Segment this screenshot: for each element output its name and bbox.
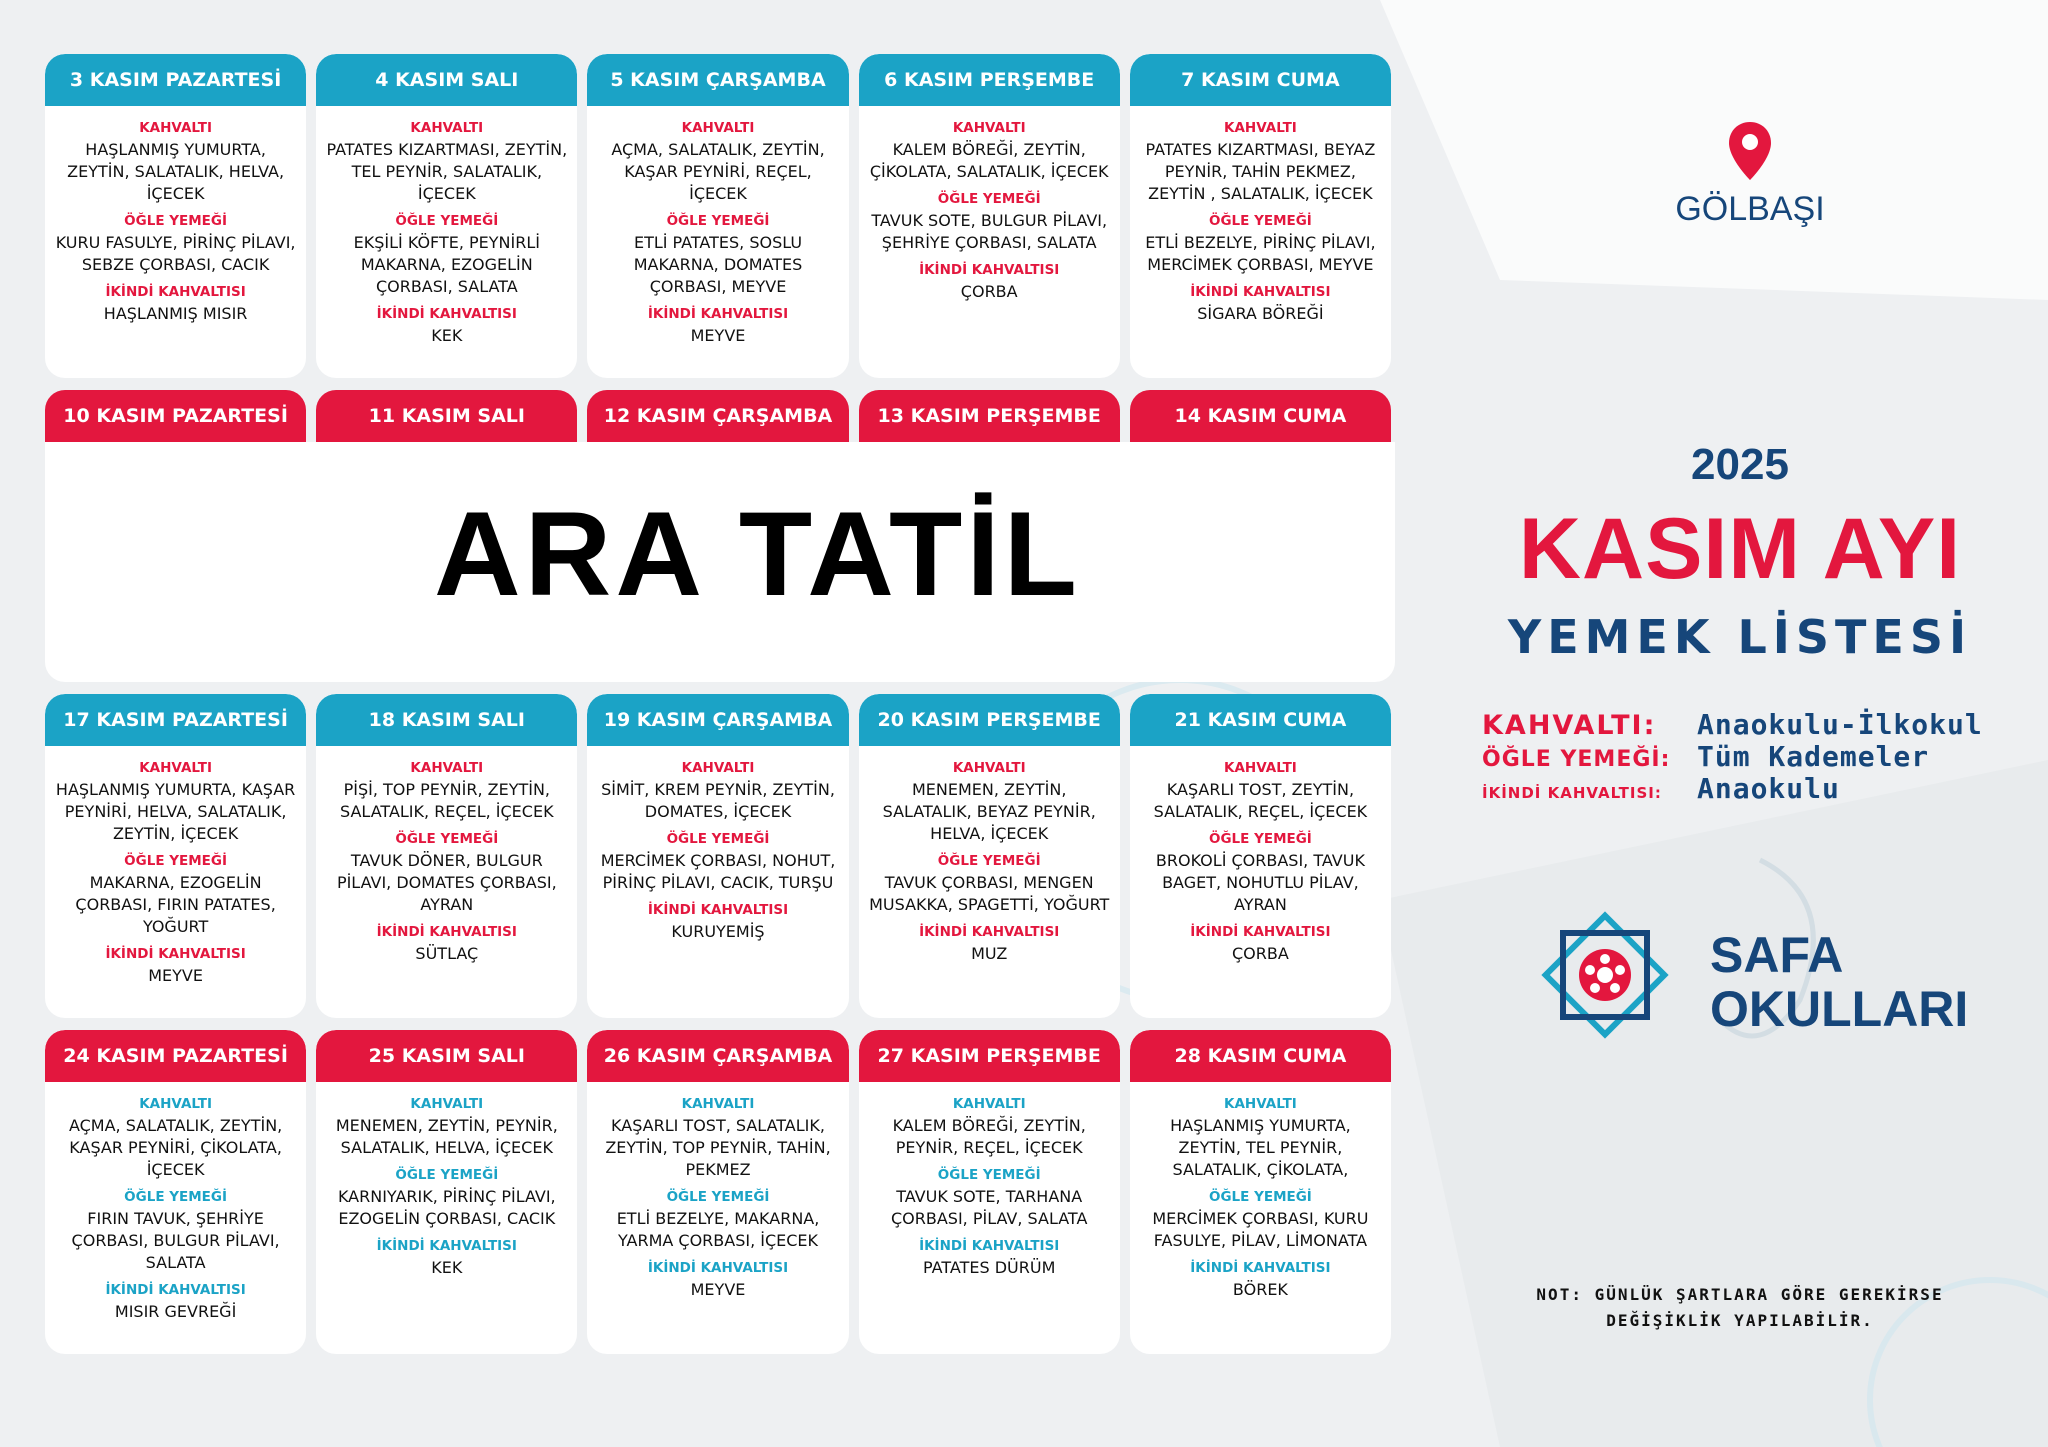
note-line-1: NOT: GÜNLÜK ŞARTLARA GÖRE GEREKİRSE — [1536, 1285, 1944, 1304]
day-header: 27 KASIM PERŞEMBE — [859, 1030, 1120, 1082]
breakfast-menu: HAŞLANMIŞ YUMURTA, KAŞAR PEYNİRİ, HELVA, SALATALIK, ZEYTİN, İÇECEK — [55, 780, 296, 843]
lunch-menu: ETLİ BEZELYE, PİRİNÇ PİLAVI, MERCİMEK ÇORBASI, MEYVE — [1145, 233, 1376, 274]
lunch-label: ÖĞLE YEMEĞİ — [666, 831, 770, 847]
day-card — [316, 1030, 577, 1354]
day-card — [316, 694, 577, 1018]
breakfast-label: KAHVALTI — [681, 120, 755, 136]
breakfast-menu: AÇMA, SALATALIK, ZEYTİN, KAŞAR PEYNİRİ, REÇEL, İÇECEK — [611, 140, 825, 203]
breakfast-menu: HAŞLANMIŞ YUMURTA, ZEYTİN, SALATALIK, HELVA, İÇECEK — [67, 140, 285, 203]
lunch-label: ÖĞLE YEMEĞİ — [937, 853, 1041, 869]
lunch-label: ÖĞLE YEMEĞİ — [937, 1167, 1041, 1183]
location-pin-icon — [1727, 120, 1773, 182]
day-card — [45, 694, 306, 1018]
lunch-menu: MAKARNA, EZOGELİN ÇORBASI, FIRIN PATATES, YOĞURT — [75, 873, 276, 936]
snack-label: İKİNDİ KAHVALTISI — [1190, 284, 1331, 300]
day-card — [316, 54, 577, 378]
lunch-label: ÖĞLE YEMEĞİ — [395, 1167, 499, 1183]
lunch-label: ÖĞLE YEMEĞİ — [1208, 1189, 1312, 1205]
breakfast-menu: KALEM BÖREĞİ, ZEYTİN, ÇİKOLATA, SALATALIK, İÇECEK — [869, 140, 1109, 181]
snack-menu: PATATES DÜRÜM — [923, 1258, 1056, 1277]
snack-menu: KURUYEMİŞ — [671, 922, 765, 941]
snack-label: İKİNDİ KAHVALTISI — [105, 946, 246, 962]
breakfast-label: KAHVALTI — [1224, 120, 1297, 136]
legend-row — [1482, 740, 2048, 772]
lunch-label: ÖĞLE YEMEĞİ — [1208, 213, 1312, 229]
day-header: 20 KASIM PERŞEMBE — [859, 694, 1120, 746]
snack-menu: HAŞLANMIŞ MISIR — [103, 304, 248, 323]
day-header: 12 KASIM ÇARŞAMBA — [587, 390, 848, 442]
lunch-menu: TAVUK DÖNER, BULGUR PİLAVI, DOMATES ÇORBASI, AYRAN — [336, 851, 557, 914]
breakfast-menu: KALEM BÖREĞİ, ZEYTİN, PEYNİR, REÇEL, İÇECEK — [892, 1116, 1086, 1157]
lunch-menu: KARNIYARIK, PİRİNÇ PİLAVI, EZOGELİN ÇORBASI, CACIK — [337, 1187, 556, 1228]
lunch-label: ÖĞLE YEMEĞİ — [124, 1189, 228, 1205]
snack-label: İKİNDİ KAHVALTISI — [376, 1238, 517, 1254]
breakfast-menu: PİŞİ, TOP PEYNİR, ZEYTİN, SALATALIK, REÇEL, İÇECEK — [340, 780, 554, 821]
legend-value: Tüm Kademeler — [1697, 740, 1930, 773]
snack-menu: ÇORBA — [1232, 944, 1289, 963]
breakfast-menu: PATATES KIZARTMASI, BEYAZ PEYNİR, TAHİN PEKMEZ, ZEYTİN , SALATALIK, İÇECEK — [1145, 140, 1376, 203]
snack-label: İKİNDİ KAHVALTISI — [376, 306, 517, 322]
day-card — [859, 694, 1120, 1018]
legend-value: Anaokulu-İlkokul — [1697, 708, 1983, 741]
lunch-menu: TAVUK SOTE, TARHANA ÇORBASI, PİLAV, SALATA — [891, 1187, 1088, 1228]
snack-menu: MUZ — [971, 944, 1008, 963]
snack-label: İKİNDİ KAHVALTISI — [647, 306, 789, 322]
snack-label: İKİNDİ KAHVALTISI — [919, 924, 1060, 940]
breakfast-menu: HAŞLANMIŞ YUMURTA, ZEYTİN, TEL PEYNİR, SALATALIK, ÇİKOLATA, — [1170, 1116, 1351, 1179]
lunch-label: ÖĞLE YEMEĞİ — [666, 1189, 770, 1205]
lunch-menu: BROKOLİ ÇORBASI, TAVUK BAGET, NOHUTLU PİLAV, AYRAN — [1155, 851, 1365, 914]
day-card — [45, 1030, 306, 1354]
school-logo — [1530, 910, 1990, 1040]
snack-menu: MEYVE — [148, 966, 203, 985]
snack-menu: MEYVE — [690, 1280, 746, 1299]
day-header: 5 KASIM ÇARŞAMBA — [587, 54, 848, 106]
snack-label: İKİNDİ KAHVALTISI — [105, 1282, 246, 1298]
snack-label: İKİNDİ KAHVALTISI — [919, 1238, 1060, 1254]
snack-menu: BÖREK — [1232, 1280, 1288, 1299]
snack-menu: SÜTLAÇ — [415, 944, 479, 963]
breakfast-menu: KAŞARLI TOST, SALATALIK, ZEYTİN, TOP PEYNİR, TAHİN, PEKMEZ — [605, 1116, 831, 1179]
lunch-label: ÖĞLE YEMEĞİ — [395, 831, 499, 847]
day-card — [587, 694, 848, 1018]
legend-key: ÖĞLE YEMEĞİ: — [1482, 747, 1671, 772]
snack-label: İKİNDİ KAHVALTISI — [1190, 924, 1331, 940]
week-3 — [45, 694, 1391, 1018]
breakfast-label: KAHVALTI — [952, 760, 1026, 776]
day-card — [859, 54, 1120, 378]
page-title: KASIM AYI — [1518, 501, 1962, 597]
lunch-menu: MERCİMEK ÇORBASI, KURU FASULYE, PİLAV, LİMONATA — [1152, 1209, 1369, 1250]
breakfast-label: KAHVALTI — [1224, 1096, 1297, 1112]
day-header: 6 KASIM PERŞEMBE — [859, 54, 1120, 106]
day-card — [587, 54, 848, 378]
snack-menu: KEK — [431, 1258, 463, 1277]
day-card — [1130, 1030, 1391, 1354]
day-header: 17 KASIM PAZARTESİ — [45, 694, 306, 746]
day-header: 3 KASIM PAZARTESİ — [45, 54, 306, 106]
lunch-label: ÖĞLE YEMEĞİ — [666, 213, 770, 229]
breakfast-menu: MENEMEN, ZEYTİN, PEYNİR, SALATALIK, HELVA, İÇECEK — [335, 1116, 558, 1157]
day-header: 19 KASIM ÇARŞAMBA — [587, 694, 848, 746]
lunch-label: ÖĞLE YEMEĞİ — [1208, 831, 1312, 847]
day-card — [1130, 694, 1391, 1018]
legend-value: Anaokulu — [1697, 772, 1840, 805]
note — [1440, 1282, 2040, 1334]
breakfast-label: KAHVALTI — [139, 1096, 212, 1112]
location-name: GÖLBAŞI — [1675, 190, 1825, 228]
day-header: 4 KASIM SALI — [316, 54, 577, 106]
lunch-menu: TAVUK SOTE, BULGUR PİLAVI, ŞEHRİYE ÇORBASI, SALATA — [871, 211, 1108, 252]
brand-line-2: OKULLARI — [1710, 981, 1969, 1037]
breakfast-menu: KAŞARLI TOST, ZEYTİN, SALATALIK, REÇEL, İÇECEK — [1153, 780, 1368, 821]
day-header: 7 KASIM CUMA — [1130, 54, 1391, 106]
menu-grid — [45, 54, 1391, 1366]
breakfast-label: KAHVALTI — [952, 1096, 1026, 1112]
brand-name — [1710, 928, 1968, 1036]
week-4 — [45, 1030, 1391, 1354]
breakfast-label: KAHVALTI — [1224, 760, 1297, 776]
day-card — [45, 54, 306, 378]
snack-label: İKİNDİ KAHVALTISI — [919, 262, 1060, 278]
lunch-label: ÖĞLE YEMEĞİ — [395, 213, 499, 229]
breakfast-label: KAHVALTI — [139, 120, 212, 136]
breakfast-label: KAHVALTI — [410, 1096, 484, 1112]
day-header: 25 KASIM SALI — [316, 1030, 577, 1082]
legend-key: KAHVALTI: — [1482, 710, 1657, 741]
breakfast-menu: MENEMEN, ZEYTİN, SALATALIK, BEYAZ PEYNİR, HELVA, İÇECEK — [882, 780, 1096, 843]
day-card — [859, 1030, 1120, 1354]
week-2-holiday — [45, 390, 1391, 682]
location — [1620, 120, 1880, 229]
snack-menu: ÇORBA — [960, 282, 1018, 301]
lunch-menu: ETLİ PATATES, SOSLU MAKARNA, DOMATES ÇORBASI, MEYVE — [633, 233, 803, 296]
lunch-menu: FIRIN TAVUK, ŞEHRİYE ÇORBASI, BULGUR PİLAVI, SALATA — [71, 1209, 280, 1272]
lunch-label: ÖĞLE YEMEĞİ — [124, 213, 228, 229]
lunch-label: ÖĞLE YEMEĞİ — [937, 191, 1041, 207]
flower-logo-icon — [1530, 910, 1680, 1040]
info-panel — [1440, 0, 2048, 1447]
breakfast-menu: PATATES KIZARTMASI, ZEYTİN, TEL PEYNİR, SALATALIK, İÇECEK — [326, 140, 568, 203]
breakfast-menu: SİMİT, KREM PEYNİR, ZEYTİN, DOMATES, İÇECEK — [601, 780, 835, 821]
lunch-menu: EKŞİLİ KÖFTE, PEYNİRLİ MAKARNA, EZOGELİN ÇORBASI, SALATA — [353, 233, 540, 296]
note-line-2: DEĞİŞİKLİK YAPILABİLİR. — [1606, 1311, 1874, 1330]
snack-label: İKİNDİ KAHVALTISI — [647, 1260, 789, 1276]
lunch-menu: ETLİ BEZELYE, MAKARNA, YARMA ÇORBASI, İÇECEK — [616, 1209, 820, 1250]
breakfast-label: KAHVALTI — [952, 120, 1026, 136]
snack-label: İKİNDİ KAHVALTISI — [105, 284, 246, 300]
breakfast-label: KAHVALTI — [410, 120, 484, 136]
page-subtitle: YEMEK LİSTESİ — [1507, 610, 1973, 664]
year: 2025 — [1691, 440, 1789, 489]
breakfast-menu: AÇMA, SALATALIK, ZEYTİN, KAŞAR PEYNİRİ, ÇİKOLATA, İÇECEK — [68, 1116, 283, 1179]
day-header: 28 KASIM CUMA — [1130, 1030, 1391, 1082]
snack-label: İKİNDİ KAHVALTISI — [376, 924, 517, 940]
snack-label: İKİNDİ KAHVALTISI — [647, 902, 789, 918]
snack-label: İKİNDİ KAHVALTISI — [1190, 1260, 1331, 1276]
day-header: 14 KASIM CUMA — [1130, 390, 1391, 442]
breakfast-label: KAHVALTI — [410, 760, 484, 776]
day-header: 10 KASIM PAZARTESİ — [45, 390, 306, 442]
day-header: 13 KASIM PERŞEMBE — [859, 390, 1120, 442]
snack-menu: MISIR GEVREĞİ — [114, 1302, 237, 1321]
legend-row — [1482, 772, 2048, 804]
lunch-menu: KURU FASULYE, PİRİNÇ PİLAVI, SEBZE ÇORBASI, CACIK — [55, 233, 296, 274]
breakfast-label: KAHVALTI — [139, 760, 212, 776]
day-header: 24 KASIM PAZARTESİ — [45, 1030, 306, 1082]
legend — [1482, 708, 2048, 804]
lunch-label: ÖĞLE YEMEĞİ — [124, 853, 228, 869]
snack-menu: SİGARA BÖREĞİ — [1197, 304, 1324, 323]
legend-row — [1482, 708, 2048, 740]
brand-line-1: SAFA — [1710, 927, 1844, 983]
day-header: 26 KASIM ÇARŞAMBA — [587, 1030, 848, 1082]
day-header: 21 KASIM CUMA — [1130, 694, 1391, 746]
lunch-menu: MERCİMEK ÇORBASI, NOHUT, PİRİNÇ PİLAVI, CACIK, TURŞU — [600, 851, 836, 892]
week-1 — [45, 54, 1391, 378]
holiday-text: ARA TATİL — [434, 487, 1081, 621]
breakfast-label: KAHVALTI — [681, 760, 755, 776]
lunch-menu: TAVUK ÇORBASI, MENGEN MUSAKKA, SPAGETTİ, YOĞURT — [869, 873, 1110, 914]
day-card — [587, 1030, 848, 1354]
snack-menu: MEYVE — [690, 326, 746, 345]
day-card — [1130, 54, 1391, 378]
day-header: 18 KASIM SALI — [316, 694, 577, 746]
breakfast-label: KAHVALTI — [681, 1096, 755, 1112]
day-header: 11 KASIM SALI — [316, 390, 577, 442]
legend-key: İKİNDİ KAHVALTISI: — [1482, 784, 1662, 802]
snack-menu: KEK — [431, 326, 463, 345]
